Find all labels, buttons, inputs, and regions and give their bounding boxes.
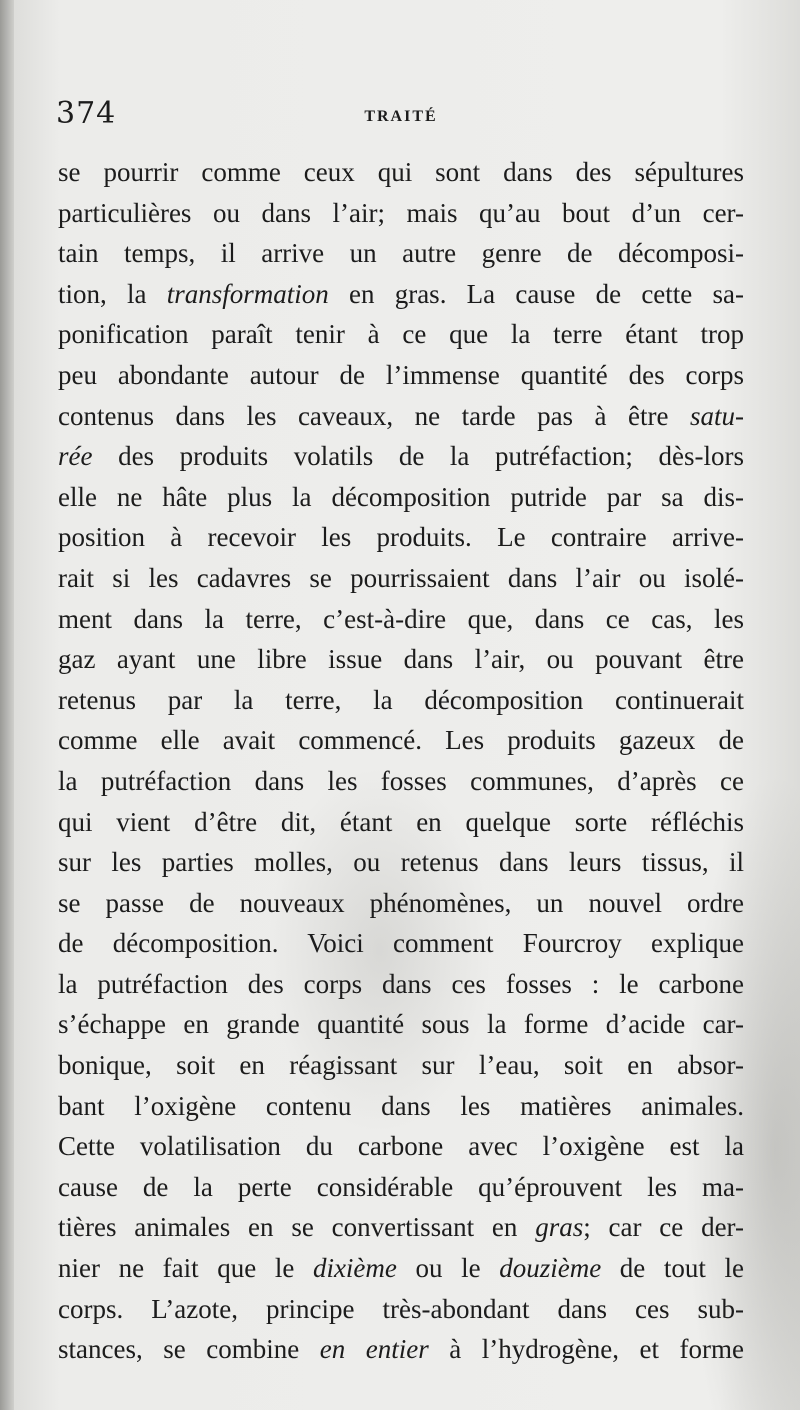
text-run: ou le [396,1253,500,1284]
text-line [58,436,744,477]
italic-text-run: rée [58,441,93,472]
text-run: peu abondante autour de l’immense quantité des corps [58,359,744,390]
text-line [58,802,744,843]
italic-text-run: dixième [312,1253,397,1284]
text-line [58,964,744,1005]
italic-text-run: transformation [166,278,329,309]
text-run: tières animales en se convertissant en [58,1212,536,1243]
text-line [58,883,744,924]
italic-text-run: en entier [319,1334,429,1365]
text-line [58,680,744,721]
text-run: ponification paraît tenir à ce que la terre étant trop [58,319,744,350]
text-run: stances, se combine [58,1334,320,1365]
text-run: des produits volatils de la putréfaction; dès-lors [92,441,744,472]
text-run: nier ne fait que le [58,1253,313,1284]
text-run: se pourrir comme ceux qui sont dans des sépultures [58,157,744,187]
text-line [58,314,744,355]
page-spine-shadow [0,0,14,1410]
text-line [58,720,744,761]
text-line [58,1329,744,1370]
running-head: TRAITÉ [364,108,438,125]
text-run: corps. L’azote, principe très-abondant dans ces sub- [58,1293,744,1324]
text-run: gaz ayant une libre issue dans l’air, ou pouvant être [58,644,744,675]
text-run: tain temps, il arrive un autre genre de décomposi- [58,238,744,269]
text-run: la putréfaction dans les fosses communes, d’après ce [58,765,744,796]
text-run: tion, la [58,278,167,309]
text-line [58,477,744,518]
text-line [58,1207,744,1248]
text-run: elle ne hâte plus la décomposition putride par sa dis- [58,481,744,512]
text-run: cause de la perte considérable qu’éprouvent les ma- [58,1171,744,1202]
text-line [58,1086,744,1127]
text-line [58,274,744,315]
text-line [58,233,744,274]
text-run: de tout le [601,1253,744,1284]
text-line [58,1289,744,1330]
text-run: position à recevoir les produits. Le contraire arrive- [58,522,744,553]
italic-text-run: douzième [499,1253,602,1284]
text-line [58,152,744,193]
text-line [58,1248,744,1289]
text-run: la putréfaction des corps dans ces fosses : le carbone [58,968,744,999]
text-line [58,1004,744,1045]
text-line [58,761,744,802]
text-line [58,842,744,883]
text-line [58,355,744,396]
italic-text-run: gras [535,1212,584,1243]
text-run: sur les parties molles, ou retenus dans leurs tissus, il [58,847,744,878]
text-run: contenus dans les caveaux, ne tarde pas à être [58,400,690,431]
text-run: s’échappe en grande quantité sous la forme d’acide car- [58,1009,744,1040]
text-line [58,396,744,437]
page-header [56,96,746,140]
text-run: retenus par la terre, la décomposition continuerait [58,684,744,715]
text-line [58,639,744,680]
text-line [58,1167,744,1208]
text-run: ; car ce der- [583,1212,744,1243]
text-run: se passe de nouveaux phénomènes, un nouvel ordre [58,887,744,918]
text-run: ment dans la terre, c’est-à-dire que, dans ce cas, les [58,603,744,634]
text-line [58,517,744,558]
text-run: rait si les cadavres se pourrissaient dans l’air ou isolé- [58,562,744,593]
page-number: 374 [56,96,117,131]
text-run: Cette volatilisation du carbone avec l’oxigène est la [58,1131,744,1162]
text-line [58,599,744,640]
text-line [58,558,744,599]
text-run: bonique, soit en réagissant sur l’eau, soit en absor- [58,1050,744,1081]
text-run: de décomposition. Voici comment Fourcroy explique [58,928,744,959]
text-run: bant l’oxigène contenu dans les matières animales. [58,1090,744,1121]
text-run: comme elle avait commencé. Les produits gazeux de [58,725,744,756]
text-line [58,193,744,234]
text-line [58,1126,744,1167]
text-run: qui vient d’être dit, étant en quelque sorte réfléchis [58,806,744,837]
text-line [58,923,744,964]
text-run: en gras. La cause de cette sa- [328,278,744,309]
text-run: particulières ou dans l’air; mais qu’au bout d’un cer- [58,197,744,228]
text-run: à l’hydrogène, et forme [428,1334,745,1365]
italic-text-run: satu- [690,400,744,431]
body-text [58,152,744,1370]
text-line [58,1045,744,1086]
